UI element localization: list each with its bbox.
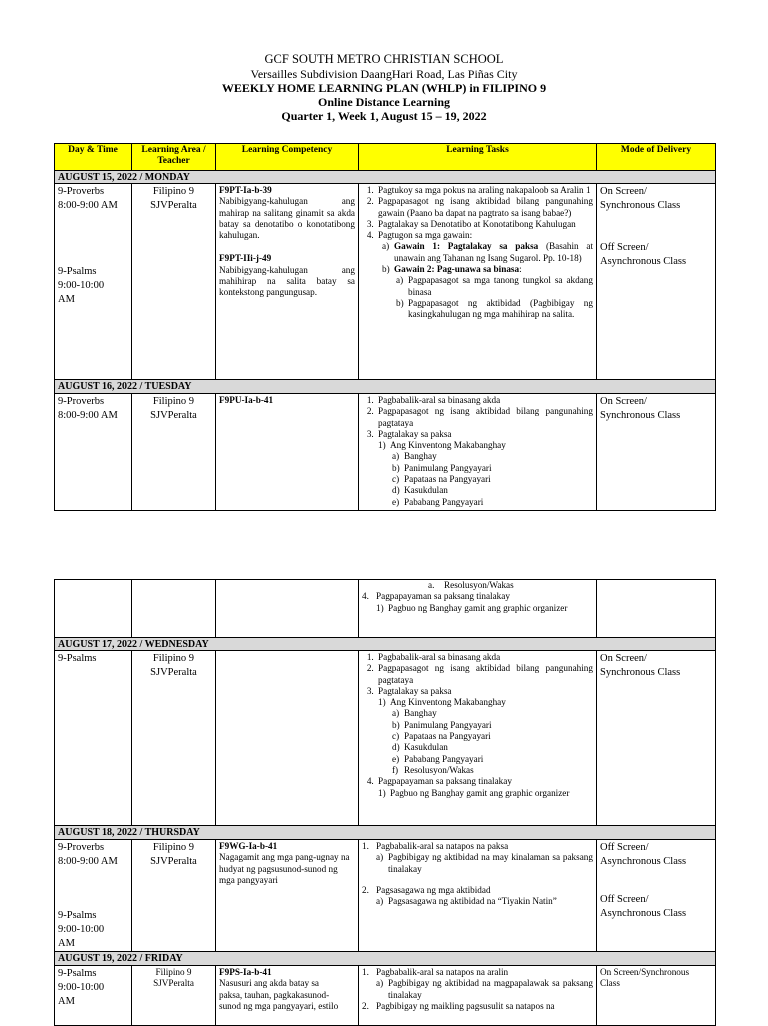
tasks-cell: 1. Pagtukoy sa mga pokus na araling nakapaloob sa Aralin 1 2. Pagpapasagot ng isang aktibidad bilang pangunahing gawain (Paano ba dapat na pagtrato sa isang babae?) 3. Pagtalakay sa Denotatibo at Konotatibong Kahulugan 4. Pagtugon sa mga gawain: a) Gawain 1: Pagtalakay sa paksa (Basahin at unawain ang Tahanan ng Isang Sugarol. Pp. 10-18) b) Gawain 2: Pag-unawa sa binasa: a) Pagpapasagot sa mga tanong tungkol sa akdang binasa b) Pagpapasagot ng aktibidad (Pagbibigay ng kasingkahulugan ng mga mahihirap na salita.: [359, 184, 597, 380]
area-teacher-cell: Filipino 9 SJVPeralta: [132, 184, 216, 380]
day-label: AUGUST 16, 2022 / TUESDAY: [55, 380, 716, 394]
day-row-monday: [55, 171, 716, 184]
area-teacher-cell: Filipino 9 SJVPeralta: [132, 394, 216, 511]
table-row: [55, 840, 716, 952]
day-row-tuesday: [55, 380, 716, 394]
tasks-cell: 1. Pagbabalik-aral sa natapos na aralin a) Pagbibigay ng aktibidad na magpapalawak sa paksang tinalakay 2. Pagbibigay ng maikling pagsusulit sa natapos na: [359, 966, 597, 1026]
day-row-friday: [55, 952, 716, 966]
plan-title: WEEKLY HOME LEARNING PLAN (WHLP) in FILIPINO 9: [221, 81, 547, 95]
mode-cell: [597, 580, 716, 638]
day-time-cell: 9-Proverbs 8:00-9:00 AM 9-Psalms 9:00-10:00 AM: [55, 184, 132, 380]
mode-cell: On Screen/ Synchronous Class: [597, 651, 716, 826]
area-teacher-cell: [132, 580, 216, 638]
whlp-table-2: [54, 579, 716, 1026]
school-address: Versailles Subdivision DaangHari Road, Las Piñas City: [250, 67, 518, 81]
table-row: [55, 184, 716, 380]
mode-cell: On Screen/ Synchronous Class Off Screen/ Asynchronous Class: [597, 184, 716, 380]
col-learning-area: Learning Area / Teacher: [132, 144, 216, 171]
table-row: [55, 966, 716, 1026]
mode-cell: On Screen/ Synchronous Class: [597, 394, 716, 511]
day-row-thursday: [55, 826, 716, 840]
whlp-table-1: [54, 143, 716, 511]
col-competency: Learning Competency: [216, 144, 359, 171]
mode-cell: On Screen/Synchronous Class: [597, 966, 716, 1026]
day-label: AUGUST 15, 2022 / MONDAY: [55, 171, 716, 184]
day-label: AUGUST 17, 2022 / WEDNESDAY: [55, 638, 716, 651]
tasks-cell: a. Resolusyon/Wakas 4. Pagpapayaman sa paksang tinalakay 1) Pagbuo ng Banghay gamit ang graphic organizer: [359, 580, 597, 638]
area-teacher-cell: Filipino 9 SJVPeralta: [132, 840, 216, 952]
area-teacher-cell: Filipino 9 SJVPeralta: [132, 651, 216, 826]
area-teacher-cell: Filipino 9 SJVPeralta: [132, 966, 216, 1026]
period: Quarter 1, Week 1, August 15 – 19, 2022: [281, 109, 487, 123]
table-row: [55, 580, 716, 638]
school-name: GCF SOUTH METRO CHRISTIAN SCHOOL: [264, 52, 504, 66]
col-mode: Mode of Delivery: [597, 144, 716, 171]
day-time-cell: 9-Psalms 9:00-10:00 AM: [55, 966, 132, 1026]
competency-cell: F9PU-Ia-b-41: [216, 394, 359, 511]
table-row: [55, 394, 716, 511]
table-row: [55, 651, 716, 826]
competency-cell: F9WG-Ia-b-41 Nagagamit ang mga pang-ugnay na hudyat ng pagsusunod-sunod ng mga pangyayari: [216, 840, 359, 952]
tasks-cell: 1. Pagbabalik-aral sa natapos na paksa a) Pagbibigay ng aktibidad na may kinalaman sa paksang tinalakay 2. Pagsasagawa ng mga aktibidad a) Pagsasagawa ng aktibidad na “Tiyakin Natin”: [359, 840, 597, 952]
table-header-row: [55, 144, 716, 171]
day-time-cell: 9-Proverbs 8:00-9:00 AM 9-Psalms 9:00-10:00 AM: [55, 840, 132, 952]
day-row-wednesday: [55, 638, 716, 651]
day-time-cell: 9-Psalms: [55, 651, 132, 826]
day-time-cell: 9-Proverbs 8:00-9:00 AM: [55, 394, 132, 511]
competency-cell: [216, 580, 359, 638]
tasks-cell: 1. Pagbabalik-aral sa binasang akda 2. Pagpapasagot ng isang aktibidad bilang pangunahing pagtataya 3. Pagtalakay sa paksa 1) Ang Kinventong Makabanghay a) Banghay b) Panimulang Pangyayari c) Papataas na Pangyayari d) Kasukdulan e) Pababang Pangyayari f) Resolusyon/Wakas 4. Pagpapayaman sa paksang tinalakay 1) Pagbuo ng Banghay gamit ang graphic organizer: [359, 651, 597, 826]
tasks-cell: 1. Pagbabalik-aral sa binasang akda 2. Pagpapasagot ng isang aktibidad bilang pangunahing pagtataya 3. Pagtalakay sa paksa 1) Ang Kinventong Makabanghay a) Banghay b) Panimulang Pangyayari c) Papataas na Pangyayari d) Kasukdulan e) Pababang Pangyayari: [359, 394, 597, 511]
competency-cell: F9PT-Ia-b-39 Nabibigyang-kahulugan ang mahirap na salitang ginamit sa akda batay sa denotatibo o konotatibong kahulugan. F9PT-IIi-j-49 Nabibigyang-kahulugan ang mahihirap na salita batay sa kontekstong pangungusap.: [216, 184, 359, 380]
competency-cell: [216, 651, 359, 826]
mode-cell: Off Screen/ Asynchronous Class Off Screen/ Asynchronous Class: [597, 840, 716, 952]
competency-cell: F9PS-Ia-b-41 Nasusuri ang akda batay sa paksa, tauhan, pagkakasunod- sunod ng mga pangyayari, estilo: [216, 966, 359, 1026]
day-label: AUGUST 18, 2022 / THURSDAY: [55, 826, 716, 840]
day-label: AUGUST 19, 2022 / FRIDAY: [55, 952, 716, 966]
col-tasks: Learning Tasks: [359, 144, 597, 171]
col-day-time: Day & Time: [55, 144, 132, 171]
modality: Online Distance Learning: [317, 95, 450, 109]
day-time-cell: [55, 580, 132, 638]
